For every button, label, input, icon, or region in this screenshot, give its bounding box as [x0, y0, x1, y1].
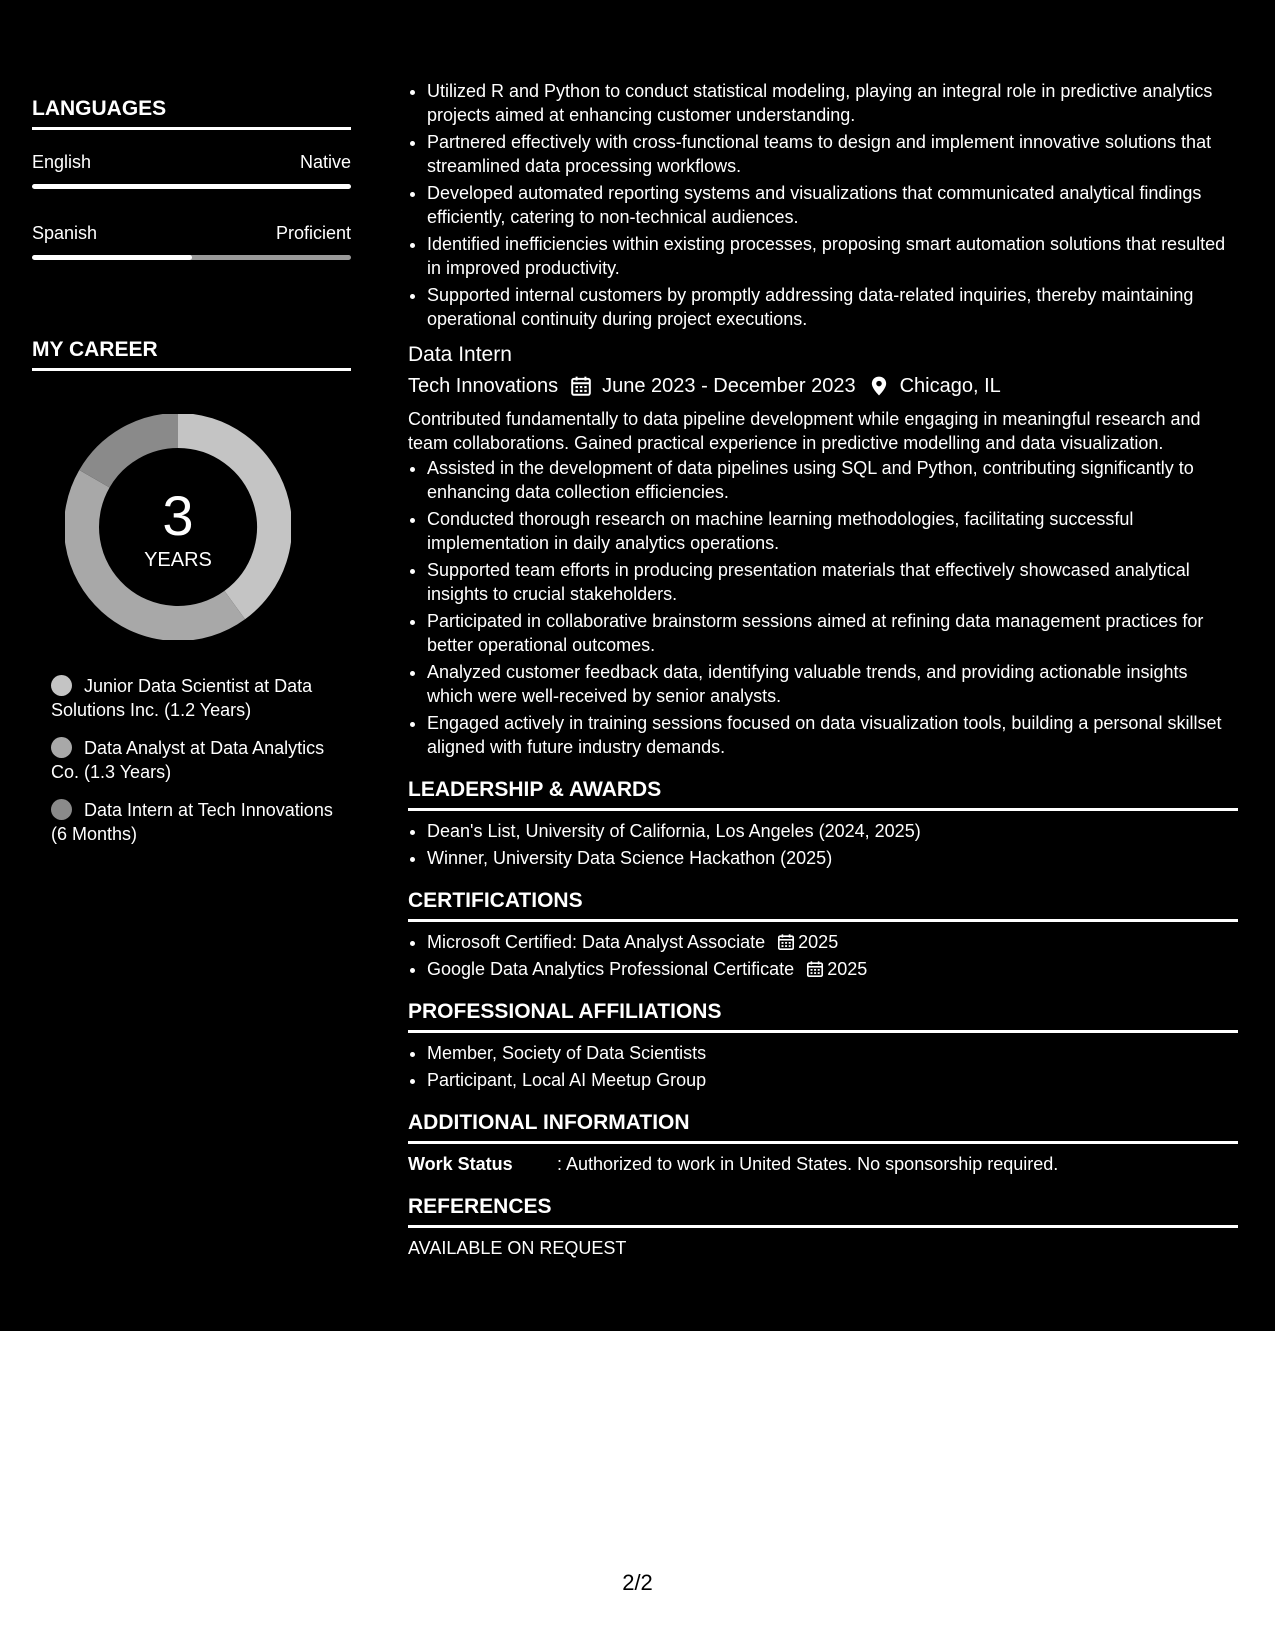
- legend-dot-icon: [51, 737, 72, 758]
- language-name: Spanish: [32, 223, 98, 243]
- intern-job-bullet-list: [408, 456, 1238, 759]
- leadership-heading: LEADERSHIP & AWARDS: [408, 778, 662, 801]
- list-item: • Winner, University Data Science Hackathon (2025): [427, 846, 1238, 870]
- legend-dot-icon: [51, 799, 72, 820]
- list-item: • Conducted thorough research on machine learning methodologies, facilitating successful implementation in daily analytics operations.: [427, 507, 1238, 555]
- calendar-icon: [570, 375, 592, 397]
- language-item: [32, 222, 351, 260]
- affiliations-heading: PROFESSIONAL AFFILIATIONS: [408, 1000, 722, 1023]
- career-total-years: 3: [162, 484, 194, 547]
- leadership-list: [408, 819, 1238, 870]
- additional-info-heading: ADDITIONAL INFORMATION: [408, 1111, 690, 1134]
- right-column: [408, 79, 1238, 1260]
- certification-name: Microsoft Certified: Data Analyst Associate: [427, 932, 766, 952]
- list-item: • Assisted in the development of data pipelines using SQL and Python, contributing significantly to enhancing data collection efficiencies.: [427, 456, 1238, 504]
- list-item: [427, 957, 1238, 981]
- career-rule: [32, 368, 351, 371]
- certification-name: Google Data Analytics Professional Certificate: [427, 959, 795, 979]
- donut-center: [65, 414, 291, 640]
- certifications-heading: CERTIFICATIONS: [408, 889, 583, 912]
- list-item: • Analyzed customer feedback data, identifying valuable trends, and providing actionable insights which were well-received by senior analysts.: [427, 660, 1238, 708]
- language-item: [32, 151, 351, 189]
- list-item: • Developed automated reporting systems and visualizations that communicated analytical findings efficiently, catering to non-technical audiences.: [427, 181, 1238, 229]
- career-legend: [51, 674, 351, 860]
- references-text: AVAILABLE ON REQUEST: [408, 1238, 627, 1258]
- prev-job-bullet-list: [408, 79, 1238, 331]
- languages-section: [32, 96, 351, 260]
- language-proficiency-bar: [32, 184, 351, 189]
- language-level: Proficient: [275, 223, 351, 243]
- language-proficiency-bar: [32, 255, 351, 260]
- legend-label: Junior Data Scientist at Data Solutions Inc. (1.2 Years): [51, 676, 313, 720]
- language-level: Native: [299, 152, 351, 172]
- work-status-label: Work Status: [408, 1154, 513, 1174]
- list-item: • Participated in collaborative brainstorm sessions aimed at refining data management practices for better operational outcomes.: [427, 609, 1238, 657]
- leadership-rule: [408, 808, 1238, 811]
- affiliations-list: [408, 1041, 1238, 1092]
- languages-rule: [32, 127, 351, 130]
- certifications-rule: [408, 919, 1238, 922]
- references-rule: [408, 1225, 1238, 1228]
- list-item: • Utilized R and Python to conduct statistical modeling, playing an integral role in predictive analytics projects aimed at enhancing customer understanding.: [427, 79, 1238, 127]
- work-status-value: : Authorized to work in United States. No sponsorship required.: [557, 1154, 1059, 1174]
- proficiency-fill: [32, 184, 351, 189]
- legend-label: Data Intern at Tech Innovations (6 Months): [51, 800, 333, 844]
- job-title: Data Intern: [408, 343, 512, 366]
- affiliations-rule: [408, 1030, 1238, 1033]
- list-item: • Supported team efforts in producing presentation materials that effectively showcased analytical insights to crucial stakeholders.: [427, 558, 1238, 606]
- language-name: English: [32, 152, 92, 172]
- job-meta: [408, 373, 1238, 399]
- career-section: [32, 337, 351, 371]
- work-status-row: [408, 1152, 1238, 1176]
- legend-dot-icon: [51, 675, 72, 696]
- proficiency-fill: [32, 255, 192, 260]
- job-description: Contributed fundamentally to data pipeline development while engaging in meaningful research and team collaborations. Gained practical experience in predictive modelling and data visualization.: [408, 409, 1201, 453]
- certifications-list: [408, 930, 1238, 981]
- career-donut-chart: [65, 414, 291, 640]
- location-pin-icon: [868, 375, 890, 397]
- page-number: 2/2: [622, 1570, 653, 1595]
- certification-year: 2025: [827, 959, 868, 979]
- job-location: Chicago, IL: [899, 375, 1001, 397]
- calendar-icon: [806, 960, 824, 978]
- list-item: [427, 930, 1238, 954]
- legend-item: [51, 798, 351, 846]
- job-dates: June 2023 - December 2023: [602, 375, 856, 397]
- list-item: • Participant, Local AI Meetup Group: [427, 1068, 1238, 1092]
- list-item: • Dean's List, University of California, Los Angeles (2024, 2025): [427, 819, 1238, 843]
- calendar-icon: [777, 933, 795, 951]
- career-total-unit: YEARS: [144, 549, 212, 571]
- career-heading: MY CAREER: [32, 338, 158, 361]
- list-item: • Engaged actively in training sessions focused on data visualization tools, building a personal skillset aligned with future industry demands.: [427, 711, 1238, 759]
- job-company: Tech Innovations: [408, 375, 559, 397]
- languages-heading: LANGUAGES: [32, 97, 167, 120]
- certification-year: 2025: [798, 932, 839, 952]
- list-item: • Member, Society of Data Scientists: [427, 1041, 1238, 1065]
- additional-info-rule: [408, 1141, 1238, 1144]
- legend-label: Data Analyst at Data Analytics Co. (1.3 Years): [51, 738, 325, 782]
- list-item: • Partnered effectively with cross-functional teams to design and implement innovative solutions that streamlined data processing workflows.: [427, 130, 1238, 178]
- list-item: • Identified inefficiencies within existing processes, proposing smart automation solutions that resulted in improved productivity.: [427, 232, 1238, 280]
- references-heading: REFERENCES: [408, 1195, 552, 1218]
- list-item: • Supported internal customers by promptly addressing data-related inquiries, thereby maintaining operational continuity during project executions.: [427, 283, 1238, 331]
- legend-item: [51, 736, 351, 784]
- legend-item: [51, 674, 351, 722]
